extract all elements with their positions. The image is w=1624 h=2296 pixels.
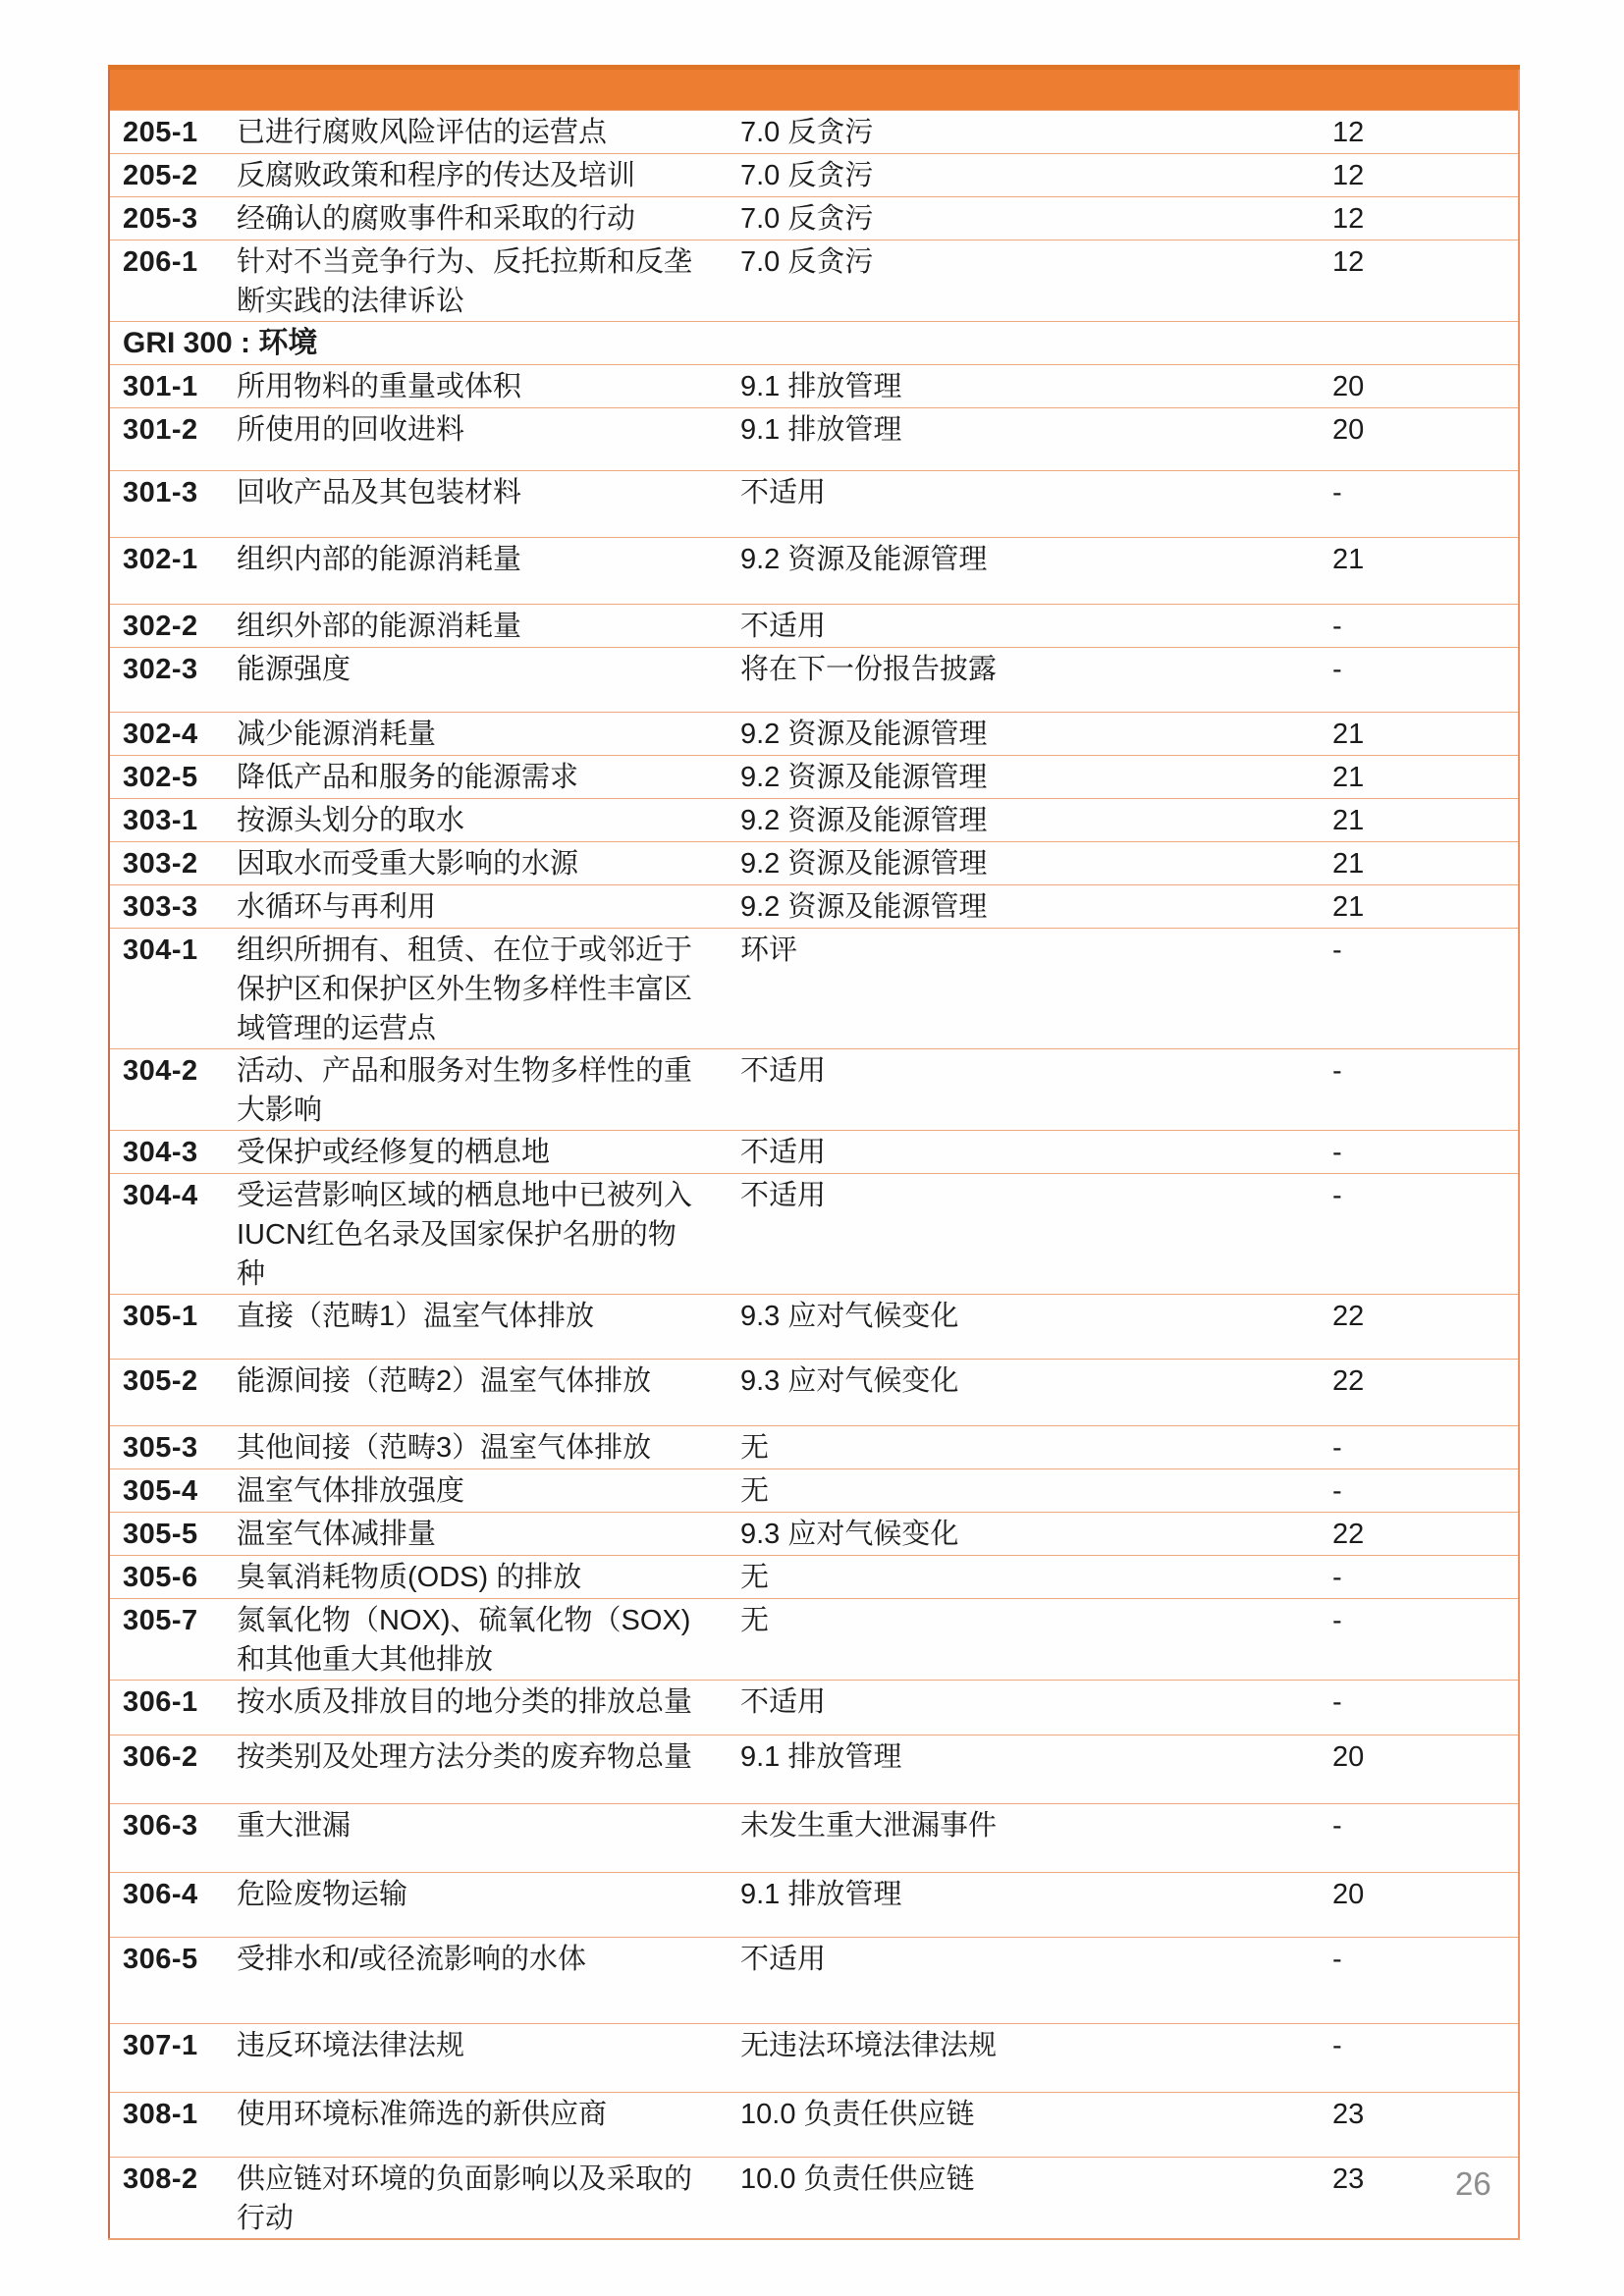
row-page-ref: -	[1305, 1469, 1519, 1513]
row-page-ref: 20	[1305, 1873, 1519, 1938]
row-section-ref: 不适用	[731, 1681, 1305, 1735]
table-row	[109, 111, 1519, 154]
row-section-ref: 9.2 资源及能源管理	[731, 885, 1305, 929]
row-section-ref: 无	[731, 1426, 1305, 1469]
row-section-ref: 未发生重大泄漏事件	[731, 1804, 1305, 1873]
section-header-label: GRI 300 : 环境	[109, 322, 1519, 365]
row-section-ref: 9.1 排放管理	[731, 408, 1305, 471]
row-page-ref: 22	[1305, 1295, 1519, 1360]
row-description: 供应链对环境的负面影响以及采取的行动	[222, 2158, 731, 2240]
row-code: 306-3	[109, 1804, 222, 1873]
row-code: 305-1	[109, 1295, 222, 1360]
row-section-ref: 无	[731, 1469, 1305, 1513]
table-row	[109, 240, 1519, 322]
row-code: 305-5	[109, 1513, 222, 1556]
row-description: 活动、产品和服务对生物多样性的重大影响	[222, 1049, 731, 1131]
row-description: 反腐败政策和程序的传达及培训	[222, 154, 731, 197]
row-description: 温室气体排放强度	[222, 1469, 731, 1513]
row-code: 304-3	[109, 1131, 222, 1174]
row-page-ref: -	[1305, 1938, 1519, 2024]
row-page-ref: 22	[1305, 1513, 1519, 1556]
row-page-ref: 23	[1305, 2093, 1519, 2158]
row-section-ref: 不适用	[731, 1938, 1305, 2024]
table-row	[109, 1469, 1519, 1513]
row-code: 302-3	[109, 648, 222, 713]
table-row	[109, 1131, 1519, 1174]
row-section-ref: 无	[731, 1556, 1305, 1599]
row-page-ref: 21	[1305, 799, 1519, 842]
row-code: 302-1	[109, 538, 222, 605]
row-section-ref: 不适用	[731, 1174, 1305, 1295]
table-row	[109, 197, 1519, 240]
row-page-ref: -	[1305, 1804, 1519, 1873]
row-description: 能源强度	[222, 648, 731, 713]
row-section-ref: 9.3 应对气候变化	[731, 1360, 1305, 1426]
row-page-ref: -	[1305, 929, 1519, 1049]
row-description: 减少能源消耗量	[222, 713, 731, 756]
row-code: 302-5	[109, 756, 222, 799]
row-description: 危险废物运输	[222, 1873, 731, 1938]
row-section-ref: 7.0 反贪污	[731, 154, 1305, 197]
row-section-ref: 不适用	[731, 471, 1305, 538]
row-description: 经确认的腐败事件和采取的行动	[222, 197, 731, 240]
row-page-ref: 12	[1305, 111, 1519, 154]
row-code: 306-1	[109, 1681, 222, 1735]
row-description: 使用环境标准筛选的新供应商	[222, 2093, 731, 2158]
row-section-ref: 不适用	[731, 605, 1305, 648]
row-page-ref: -	[1305, 1174, 1519, 1295]
row-description: 受排水和/或径流影响的水体	[222, 1938, 731, 2024]
table-row	[109, 1556, 1519, 1599]
row-code: 302-2	[109, 605, 222, 648]
row-description: 组织内部的能源消耗量	[222, 538, 731, 605]
table-row	[109, 1804, 1519, 1873]
row-section-ref: 7.0 反贪污	[731, 240, 1305, 322]
row-section-ref: 10.0 负责任供应链	[731, 2158, 1305, 2240]
row-page-ref: 20	[1305, 365, 1519, 408]
row-section-ref: 不适用	[731, 1131, 1305, 1174]
row-description: 能源间接（范畴2）温室气体排放	[222, 1360, 731, 1426]
row-page-ref: 21	[1305, 756, 1519, 799]
row-page-ref: -	[1305, 1599, 1519, 1681]
table-row	[109, 1681, 1519, 1735]
row-code: 301-1	[109, 365, 222, 408]
row-page-ref: -	[1305, 1556, 1519, 1599]
table-row	[109, 538, 1519, 605]
table-header-row	[109, 68, 1519, 111]
row-section-ref: 无	[731, 1599, 1305, 1681]
row-description: 组织所拥有、租赁、在位于或邻近于保护区和保护区外生物多样性丰富区域管理的运营点	[222, 929, 731, 1049]
table-row	[109, 756, 1519, 799]
row-description: 按水质及排放目的地分类的排放总量	[222, 1681, 731, 1735]
row-section-ref: 不适用	[731, 1049, 1305, 1131]
row-section-ref: 将在下一份报告披露	[731, 648, 1305, 713]
table-row	[109, 1599, 1519, 1681]
row-page-ref: 22	[1305, 1360, 1519, 1426]
row-page-ref: 12	[1305, 240, 1519, 322]
row-code: 305-7	[109, 1599, 222, 1681]
table-row	[109, 1174, 1519, 1295]
row-section-ref: 9.1 排放管理	[731, 1735, 1305, 1804]
row-code: 306-5	[109, 1938, 222, 2024]
row-page-ref: -	[1305, 471, 1519, 538]
row-page-ref: -	[1305, 605, 1519, 648]
row-code: 301-3	[109, 471, 222, 538]
row-code: 306-2	[109, 1735, 222, 1804]
row-code: 206-1	[109, 240, 222, 322]
row-page-ref: 21	[1305, 713, 1519, 756]
row-description: 受保护或经修复的栖息地	[222, 1131, 731, 1174]
table-row	[109, 408, 1519, 471]
row-code: 308-2	[109, 2158, 222, 2240]
row-code: 302-4	[109, 713, 222, 756]
table-row	[109, 1426, 1519, 1469]
row-section-ref: 环评	[731, 929, 1305, 1049]
row-code: 308-1	[109, 2093, 222, 2158]
row-description: 温室气体减排量	[222, 1513, 731, 1556]
row-code: 205-2	[109, 154, 222, 197]
row-section-ref: 9.3 应对气候变化	[731, 1295, 1305, 1360]
row-page-ref: -	[1305, 1681, 1519, 1735]
row-section-ref: 10.0 负责任供应链	[731, 2093, 1305, 2158]
row-page-ref: -	[1305, 648, 1519, 713]
row-page-ref: 20	[1305, 408, 1519, 471]
table-row	[109, 2093, 1519, 2158]
row-description: 因取水而受重大影响的水源	[222, 842, 731, 885]
table-row	[109, 1735, 1519, 1804]
table-row	[109, 842, 1519, 885]
row-code: 306-4	[109, 1873, 222, 1938]
row-page-ref: 21	[1305, 842, 1519, 885]
row-code: 205-3	[109, 197, 222, 240]
row-code: 303-2	[109, 842, 222, 885]
row-section-ref: 7.0 反贪污	[731, 111, 1305, 154]
row-code: 303-3	[109, 885, 222, 929]
section-header-row	[109, 322, 1519, 365]
table-row	[109, 713, 1519, 756]
row-page-ref: 12	[1305, 197, 1519, 240]
row-description: 回收产品及其包装材料	[222, 471, 731, 538]
row-section-ref: 9.1 排放管理	[731, 365, 1305, 408]
row-description: 水循环与再利用	[222, 885, 731, 929]
row-description: 针对不当竞争行为、反托拉斯和反垄断实践的法律诉讼	[222, 240, 731, 322]
row-description: 降低产品和服务的能源需求	[222, 756, 731, 799]
table-row	[109, 799, 1519, 842]
table-row	[109, 2024, 1519, 2093]
row-code: 305-4	[109, 1469, 222, 1513]
row-section-ref: 无违法环境法律法规	[731, 2024, 1305, 2093]
table-row	[109, 885, 1519, 929]
row-section-ref: 7.0 反贪污	[731, 197, 1305, 240]
row-section-ref: 9.3 应对气候变化	[731, 1513, 1305, 1556]
row-code: 304-1	[109, 929, 222, 1049]
table-row	[109, 365, 1519, 408]
row-code: 205-1	[109, 111, 222, 154]
row-page-ref: -	[1305, 1131, 1519, 1174]
row-section-ref: 9.2 资源及能源管理	[731, 799, 1305, 842]
row-description: 违反环境法律法规	[222, 2024, 731, 2093]
row-description: 按类别及处理方法分类的废弃物总量	[222, 1735, 731, 1804]
row-description: 所用物料的重量或体积	[222, 365, 731, 408]
row-section-ref: 9.2 资源及能源管理	[731, 756, 1305, 799]
row-section-ref: 9.1 排放管理	[731, 1873, 1305, 1938]
row-section-ref: 9.2 资源及能源管理	[731, 538, 1305, 605]
row-code: 307-1	[109, 2024, 222, 2093]
row-code: 305-6	[109, 1556, 222, 1599]
row-description: 氮氧化物（NOX)、硫氧化物（SOX) 和其他重大其他排放	[222, 1599, 731, 1681]
row-code: 301-2	[109, 408, 222, 471]
row-code: 305-3	[109, 1426, 222, 1469]
table-row	[109, 2158, 1519, 2240]
table-row	[109, 471, 1519, 538]
table-row	[109, 929, 1519, 1049]
row-page-ref: -	[1305, 1426, 1519, 1469]
row-description: 已进行腐败风险评估的运营点	[222, 111, 731, 154]
row-code: 305-2	[109, 1360, 222, 1426]
row-description: 按源头划分的取水	[222, 799, 731, 842]
row-code: 303-1	[109, 799, 222, 842]
gri-index-table	[108, 65, 1520, 2240]
row-description: 直接（范畴1）温室气体排放	[222, 1295, 731, 1360]
table-row	[109, 1938, 1519, 2024]
row-code: 304-4	[109, 1174, 222, 1295]
row-description: 臭氧消耗物质(ODS) 的排放	[222, 1556, 731, 1599]
row-page-ref: -	[1305, 2024, 1519, 2093]
table-row	[109, 648, 1519, 713]
row-page-ref: 21	[1305, 885, 1519, 929]
table-row	[109, 1360, 1519, 1426]
table-row	[109, 605, 1519, 648]
table-row	[109, 1873, 1519, 1938]
row-description: 受运营影响区域的栖息地中已被列入IUCN红色名录及国家保护名册的物种	[222, 1174, 731, 1295]
row-description: 其他间接（范畴3）温室气体排放	[222, 1426, 731, 1469]
table-row	[109, 1513, 1519, 1556]
table-row	[109, 154, 1519, 197]
row-description: 组织外部的能源消耗量	[222, 605, 731, 648]
table-row	[109, 1049, 1519, 1131]
row-page-ref: 12	[1305, 154, 1519, 197]
row-description: 所使用的回收进料	[222, 408, 731, 471]
table-row	[109, 1295, 1519, 1360]
row-code: 304-2	[109, 1049, 222, 1131]
row-section-ref: 9.2 资源及能源管理	[731, 713, 1305, 756]
row-page-ref: 23	[1305, 2158, 1519, 2240]
row-page-ref: 21	[1305, 538, 1519, 605]
table-header-bar	[109, 68, 1519, 111]
row-page-ref: 20	[1305, 1735, 1519, 1804]
page-number: 26	[1455, 2165, 1491, 2202]
row-page-ref: -	[1305, 1049, 1519, 1131]
row-description: 重大泄漏	[222, 1804, 731, 1873]
row-section-ref: 9.2 资源及能源管理	[731, 842, 1305, 885]
